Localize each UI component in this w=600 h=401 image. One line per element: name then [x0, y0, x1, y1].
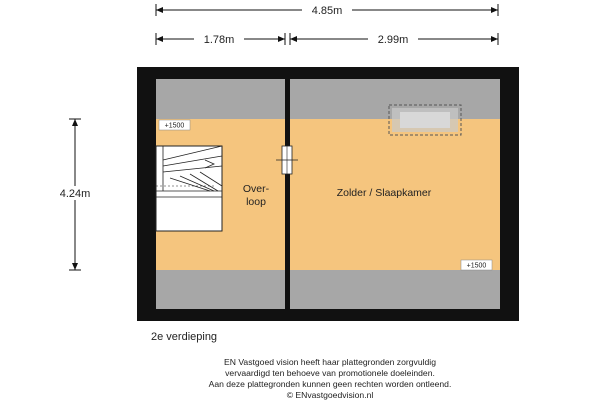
total-width-label: 4.85m [311, 5, 343, 17]
skylight [389, 105, 461, 135]
level-label-left: +1500 [164, 122, 185, 130]
room-label-zolder: Zolder / Slaapkamer [336, 187, 432, 199]
dimension-left-width [156, 32, 285, 46]
disclaimer-line: vervaardigd ten behoeve van promotionele doeleinden. [225, 368, 435, 378]
dimension-total-width [156, 3, 498, 17]
left-width-label: 1.78m [203, 34, 235, 46]
dimension-right-width [290, 32, 498, 46]
right-width-label: 2.99m [377, 34, 409, 46]
dimension-height [48, 119, 102, 270]
room-label-overloop-line1: Over- [242, 183, 270, 195]
height-label: 4.24m [59, 188, 91, 200]
room-label-overloop-line2: loop [246, 196, 266, 208]
staircase [156, 146, 222, 231]
level-marker-right [461, 260, 492, 270]
disclaimer-line: Aan deze plattegronden kunnen geen rechten worden ontleend. [208, 379, 452, 389]
disclaimer-line: EN Vastgoed vision heeft haar plattegronden zorgvuldig [224, 357, 436, 367]
copyright-line: © ENvastgoedvision.nl [286, 390, 374, 400]
level-label-right: +1500 [466, 262, 487, 270]
level-marker-left [159, 120, 190, 130]
floor-label: 2e verdieping [151, 331, 218, 343]
disclaimer [130, 357, 530, 401]
